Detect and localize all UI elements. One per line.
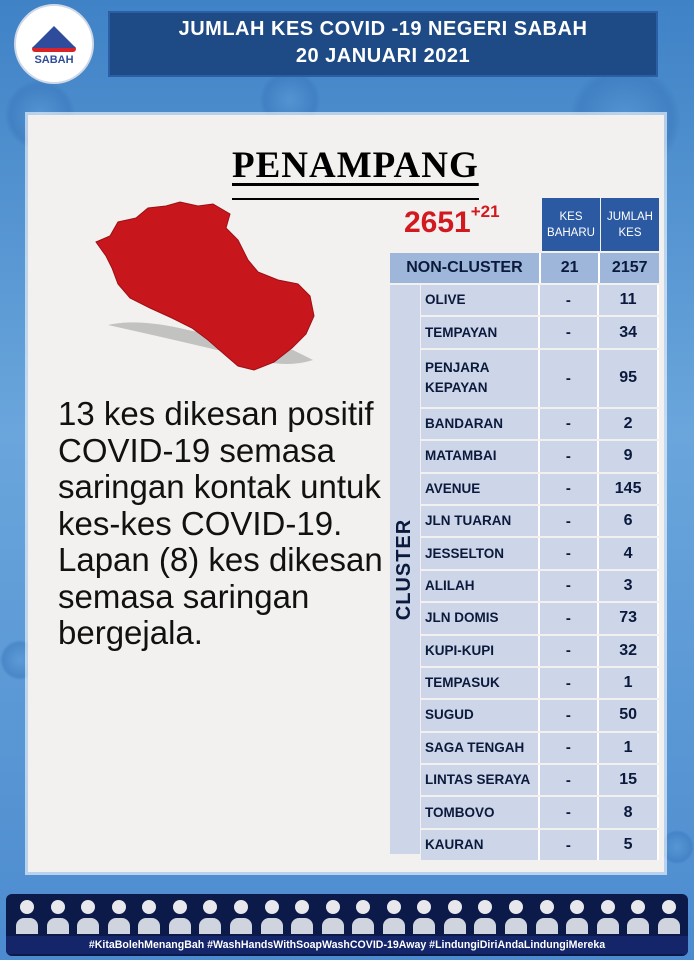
frontliner-icon: [474, 898, 496, 934]
cluster-table: [421, 285, 659, 862]
cluster-name: TEMPASUK: [421, 668, 540, 698]
frontliner-icon: [291, 898, 313, 934]
cluster-name: SAGA TENGAH: [421, 733, 540, 763]
frontliner-icon: [352, 898, 374, 934]
header-total-cases: JUMLAH KES: [601, 198, 659, 251]
frontliner-icon: [658, 898, 680, 934]
table-row: [421, 733, 659, 763]
cluster-total-cases: 145: [599, 474, 659, 504]
cluster-total-cases: 95: [599, 350, 659, 407]
description-text: 13 kes dikesan positif COVID-19 semasa saringan kontak untuk kes-kes COVID-19. Lapan (8) kes dikesan semasa saringan bergejala.: [58, 395, 383, 651]
mountain-icon: [32, 26, 76, 48]
cluster-new-cases: -: [540, 571, 600, 601]
table-row: [421, 506, 659, 536]
frontliner-icon: [413, 898, 435, 934]
cluster-total-cases: 2: [599, 409, 659, 439]
cluster-total-cases: 15: [599, 765, 659, 795]
cluster-total-cases: 11: [599, 285, 659, 315]
cluster-name: KUPI-KUPI: [421, 636, 540, 666]
cluster-name: JLN TUARAN: [421, 506, 540, 536]
non-cluster-row: [390, 253, 659, 283]
table-row: [421, 765, 659, 795]
cluster-name: KAURAN: [421, 830, 540, 860]
cluster-name: TEMPAYAN: [421, 317, 540, 347]
cluster-name: TOMBOVO: [421, 797, 540, 827]
cluster-total-cases: 6: [599, 506, 659, 536]
table-row: [421, 571, 659, 601]
frontliner-figures: [16, 898, 680, 934]
cluster-name: OLIVE: [421, 285, 540, 315]
cluster-name: LINTAS SERAYA: [421, 765, 540, 795]
table-row: [421, 700, 659, 730]
banner-title: JUMLAH KES COVID -19 NEGERI SABAH: [178, 18, 588, 40]
frontliner-icon: [199, 898, 221, 934]
cluster-new-cases: -: [540, 765, 600, 795]
frontliner-icon: [322, 898, 344, 934]
cluster-name: AVENUE: [421, 474, 540, 504]
non-cluster-total: 2157: [611, 259, 648, 276]
table-row: [421, 474, 659, 504]
frontliner-icon: [108, 898, 130, 934]
cluster-total-cases: 5: [599, 830, 659, 860]
cluster-name: ALILAH: [421, 571, 540, 601]
title-banner: [108, 11, 658, 77]
frontliner-icon: [627, 898, 649, 934]
district-map: [88, 200, 318, 375]
cluster-new-cases: -: [540, 797, 600, 827]
district-title: PENAMPANG: [232, 145, 479, 186]
cluster-name: BANDARAN: [421, 409, 540, 439]
total-increase: +21: [470, 202, 500, 221]
cluster-new-cases: -: [540, 441, 600, 471]
frontliner-icon: [536, 898, 558, 934]
total-value: 2651: [404, 206, 471, 239]
table-row: [421, 797, 659, 827]
table-row: [421, 668, 659, 698]
cluster-total-cases: 32: [599, 636, 659, 666]
cluster-new-cases: -: [540, 733, 600, 763]
frontliner-icon: [597, 898, 619, 934]
frontliner-icon: [47, 898, 69, 934]
cluster-label-text: CLUSTER: [393, 518, 416, 621]
non-cluster-new: 21: [541, 253, 601, 283]
cluster-name: JESSELTON: [421, 538, 540, 568]
cluster-new-cases: -: [540, 636, 600, 666]
frontliner-icon: [261, 898, 283, 934]
cluster-new-cases: -: [540, 830, 600, 860]
cluster-total-cases: 9: [599, 441, 659, 471]
cluster-total-cases: 8: [599, 797, 659, 827]
cluster-name: SUGUD: [421, 700, 540, 730]
table-row: [421, 538, 659, 568]
sabah-logo: [14, 4, 94, 84]
cluster-total-cases: 50: [599, 700, 659, 730]
cluster-new-cases: -: [540, 506, 600, 536]
logo-text: SABAH: [34, 54, 74, 66]
table-row: [421, 441, 659, 471]
cluster-name: PENJARA KEPAYAN: [421, 350, 540, 407]
table-row: [421, 409, 659, 439]
cluster-name: MATAMBAI: [421, 441, 540, 471]
banner-date: 20 JANUARI 2021: [295, 45, 471, 67]
frontliner-icon: [138, 898, 160, 934]
cluster-name: JLN DOMIS: [421, 603, 540, 633]
table-row: [421, 636, 659, 666]
hashtags: #KitaBolehMenangBah #WashHandsWithSoapWashCOVID-19Away #LindungiDiriAndaLindungiMereka: [6, 936, 688, 954]
frontliner-icon: [505, 898, 527, 934]
table-row: [421, 830, 659, 860]
cluster-total-cases: 3: [599, 571, 659, 601]
frontliner-icon: [16, 898, 38, 934]
cluster-total-cases: 73: [599, 603, 659, 633]
frontliner-icon: [230, 898, 252, 934]
cluster-new-cases: -: [540, 538, 600, 568]
frontliner-icon: [444, 898, 466, 934]
table-row: [421, 603, 659, 633]
table-row: [421, 350, 659, 407]
cluster-new-cases: -: [540, 409, 600, 439]
footer-banner: [6, 894, 688, 956]
cluster-new-cases: -: [540, 285, 600, 315]
cluster-new-cases: -: [540, 350, 600, 407]
cluster-new-cases: -: [540, 317, 600, 347]
cluster-new-cases: -: [540, 603, 600, 633]
frontliner-icon: [169, 898, 191, 934]
frontliner-icon: [77, 898, 99, 934]
cluster-new-cases: -: [540, 668, 600, 698]
frontliner-icon: [383, 898, 405, 934]
frontliner-icon: [566, 898, 588, 934]
cluster-label: [390, 285, 420, 854]
cluster-total-cases: 34: [599, 317, 659, 347]
cluster-new-cases: -: [540, 474, 600, 504]
cluster-total-cases: 4: [599, 538, 659, 568]
cluster-total-cases: 1: [599, 733, 659, 763]
table-row: [421, 285, 659, 315]
non-cluster-label: NON-CLUSTER: [390, 253, 541, 283]
virus-decoration: [660, 830, 694, 864]
table-row: [421, 317, 659, 347]
cluster-new-cases: -: [540, 700, 600, 730]
cluster-total-cases: 1: [599, 668, 659, 698]
header-new-cases: KES BAHARU: [542, 198, 600, 251]
total-cases: [404, 202, 500, 240]
